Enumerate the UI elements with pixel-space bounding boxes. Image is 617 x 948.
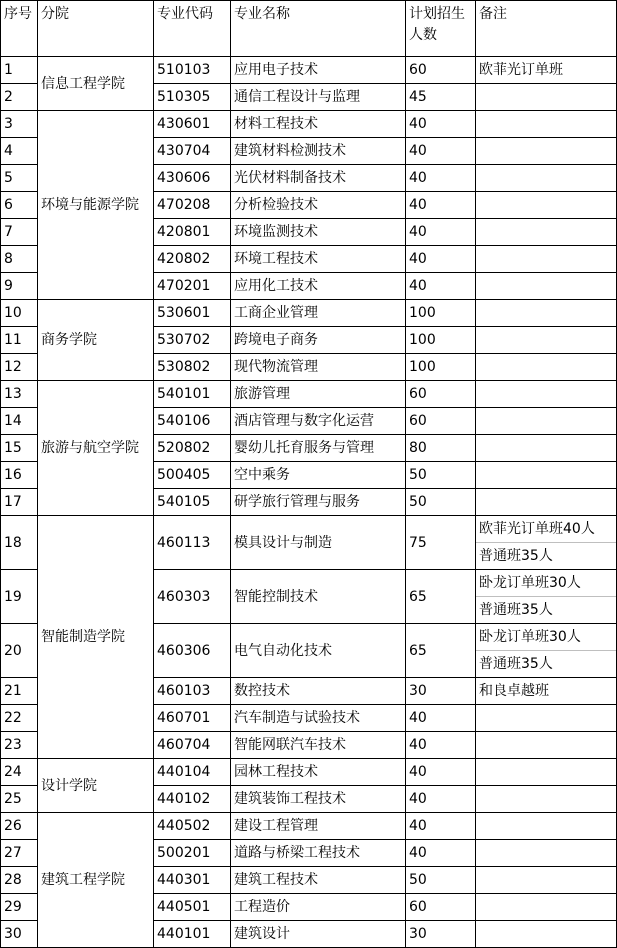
cell-seq: 21 (1, 678, 38, 705)
cell-seq: 22 (1, 705, 38, 732)
cell-note (476, 759, 617, 786)
cell-major: 环境监测技术 (231, 219, 406, 246)
cell-dept: 建筑工程学院 (38, 813, 154, 948)
cell-note (476, 327, 617, 354)
cell-seq: 26 (1, 813, 38, 840)
cell-seq: 12 (1, 354, 38, 381)
cell-seq: 24 (1, 759, 38, 786)
table-row (1, 759, 617, 786)
cell-seq: 8 (1, 246, 38, 273)
cell-seq: 3 (1, 111, 38, 138)
cell-note (476, 813, 617, 840)
cell-major: 应用化工技术 (231, 273, 406, 300)
cell-major: 智能控制技术 (231, 570, 406, 624)
cell-major: 空中乘务 (231, 462, 406, 489)
header-plan: 计划招生人数 (406, 1, 476, 57)
cell-code: 430601 (154, 111, 231, 138)
cell-seq: 15 (1, 435, 38, 462)
cell-code: 540101 (154, 381, 231, 408)
cell-note (476, 219, 617, 246)
cell-note (476, 786, 617, 813)
cell-dept: 智能制造学院 (38, 516, 154, 759)
cell-code: 460704 (154, 732, 231, 759)
cell-note (476, 678, 617, 705)
cell-seq: 7 (1, 219, 38, 246)
cell-seq: 4 (1, 138, 38, 165)
cell-seq: 9 (1, 273, 38, 300)
cell-major: 分析检验技术 (231, 192, 406, 219)
table-body (1, 57, 617, 948)
cell-major: 通信工程设计与监理 (231, 84, 406, 111)
cell-major: 建筑设计 (231, 921, 406, 948)
cell-seq: 20 (1, 624, 38, 678)
table-row (1, 516, 617, 570)
cell-major: 应用电子技术 (231, 57, 406, 84)
cell-note (476, 165, 617, 192)
cell-note (476, 192, 617, 219)
cell-seq: 10 (1, 300, 38, 327)
cell-code: 510103 (154, 57, 231, 84)
cell-note (476, 300, 617, 327)
cell-note (476, 516, 617, 570)
cell-seq: 1 (1, 57, 38, 84)
table-header-row (1, 1, 617, 57)
note-line: 卧龙订单班30人 (479, 575, 581, 591)
cell-seq: 16 (1, 462, 38, 489)
cell-plan: 75 (406, 516, 476, 570)
cell-major: 建筑工程技术 (231, 867, 406, 894)
cell-seq: 30 (1, 921, 38, 948)
cell-major: 道路与桥梁工程技术 (231, 840, 406, 867)
cell-seq: 6 (1, 192, 38, 219)
cell-note (476, 138, 617, 165)
cell-plan: 40 (406, 705, 476, 732)
cell-major: 旅游管理 (231, 381, 406, 408)
cell-note (476, 57, 617, 84)
cell-code: 460306 (154, 624, 231, 678)
cell-major: 建筑材料检测技术 (231, 138, 406, 165)
table-row (1, 57, 617, 84)
cell-plan: 65 (406, 624, 476, 678)
cell-code: 440101 (154, 921, 231, 948)
cell-major: 工商企业管理 (231, 300, 406, 327)
cell-plan: 60 (406, 894, 476, 921)
cell-plan: 40 (406, 732, 476, 759)
cell-note (476, 840, 617, 867)
cell-code: 420801 (154, 219, 231, 246)
cell-plan: 40 (406, 813, 476, 840)
cell-note (476, 273, 617, 300)
cell-plan: 65 (406, 570, 476, 624)
cell-code: 460103 (154, 678, 231, 705)
cell-major: 环境工程技术 (231, 246, 406, 273)
cell-plan: 40 (406, 759, 476, 786)
note-line: 和良卓越班 (479, 683, 549, 699)
cell-plan: 100 (406, 327, 476, 354)
cell-plan: 100 (406, 354, 476, 381)
header-major: 专业名称 (231, 1, 406, 57)
cell-note (476, 624, 617, 678)
cell-major: 材料工程技术 (231, 111, 406, 138)
cell-note (476, 111, 617, 138)
cell-major: 现代物流管理 (231, 354, 406, 381)
note-line: 欧菲光订单班40人 (479, 521, 595, 537)
cell-note (476, 705, 617, 732)
cell-note (476, 489, 617, 516)
cell-note (476, 408, 617, 435)
cell-code: 500201 (154, 840, 231, 867)
cell-note (476, 354, 617, 381)
cell-plan: 50 (406, 867, 476, 894)
table-row (1, 813, 617, 840)
header-seq: 序号 (1, 1, 38, 57)
cell-note (476, 246, 617, 273)
cell-code: 530702 (154, 327, 231, 354)
cell-plan: 40 (406, 246, 476, 273)
cell-plan: 50 (406, 462, 476, 489)
cell-code: 540106 (154, 408, 231, 435)
cell-seq: 2 (1, 84, 38, 111)
cell-plan: 60 (406, 408, 476, 435)
cell-note (476, 732, 617, 759)
cell-dept: 环境与能源学院 (38, 111, 154, 300)
cell-dept: 商务学院 (38, 300, 154, 381)
cell-note (476, 84, 617, 111)
table-row (1, 300, 617, 327)
cell-code: 420802 (154, 246, 231, 273)
cell-seq: 28 (1, 867, 38, 894)
cell-code: 440502 (154, 813, 231, 840)
cell-plan: 30 (406, 921, 476, 948)
cell-plan: 40 (406, 786, 476, 813)
note-line: 普通班35人 (476, 596, 616, 622)
cell-code: 540105 (154, 489, 231, 516)
table-row (1, 381, 617, 408)
cell-code: 530802 (154, 354, 231, 381)
cell-code: 500405 (154, 462, 231, 489)
cell-code: 510305 (154, 84, 231, 111)
cell-seq: 13 (1, 381, 38, 408)
cell-code: 430606 (154, 165, 231, 192)
note-line: 欧菲光订单班 (479, 62, 563, 78)
cell-plan: 100 (406, 300, 476, 327)
header-code: 专业代码 (154, 1, 231, 57)
cell-note (476, 894, 617, 921)
cell-plan: 50 (406, 489, 476, 516)
cell-major: 电气自动化技术 (231, 624, 406, 678)
cell-major: 跨境电子商务 (231, 327, 406, 354)
cell-code: 460701 (154, 705, 231, 732)
cell-code: 530601 (154, 300, 231, 327)
cell-major: 研学旅行管理与服务 (231, 489, 406, 516)
cell-note (476, 921, 617, 948)
cell-seq: 25 (1, 786, 38, 813)
cell-seq: 11 (1, 327, 38, 354)
cell-seq: 18 (1, 516, 38, 570)
cell-major: 建筑装饰工程技术 (231, 786, 406, 813)
note-line: 卧龙订单班30人 (479, 629, 581, 645)
cell-code: 430704 (154, 138, 231, 165)
cell-code: 440501 (154, 894, 231, 921)
cell-note (476, 435, 617, 462)
cell-dept: 旅游与航空学院 (38, 381, 154, 516)
header-note: 备注 (476, 1, 617, 57)
cell-major: 数控技术 (231, 678, 406, 705)
cell-plan: 40 (406, 219, 476, 246)
cell-major: 婴幼儿托育服务与管理 (231, 435, 406, 462)
cell-seq: 29 (1, 894, 38, 921)
cell-seq: 27 (1, 840, 38, 867)
cell-note (476, 462, 617, 489)
note-line: 普通班35人 (476, 650, 616, 676)
cell-plan: 30 (406, 678, 476, 705)
cell-code: 440104 (154, 759, 231, 786)
cell-major: 建设工程管理 (231, 813, 406, 840)
cell-seq: 17 (1, 489, 38, 516)
cell-note (476, 867, 617, 894)
cell-seq: 19 (1, 570, 38, 624)
cell-plan: 40 (406, 192, 476, 219)
header-dept: 分院 (38, 1, 154, 57)
cell-code: 440301 (154, 867, 231, 894)
cell-code: 470208 (154, 192, 231, 219)
cell-code: 470201 (154, 273, 231, 300)
cell-major: 工程造价 (231, 894, 406, 921)
cell-plan: 40 (406, 138, 476, 165)
cell-seq: 14 (1, 408, 38, 435)
cell-plan: 60 (406, 381, 476, 408)
cell-major: 酒店管理与数字化运营 (231, 408, 406, 435)
cell-major: 智能网联汽车技术 (231, 732, 406, 759)
cell-major: 模具设计与制造 (231, 516, 406, 570)
cell-note (476, 381, 617, 408)
cell-plan: 40 (406, 840, 476, 867)
cell-plan: 80 (406, 435, 476, 462)
cell-plan: 40 (406, 111, 476, 138)
cell-seq: 23 (1, 732, 38, 759)
cell-code: 460303 (154, 570, 231, 624)
cell-major: 园林工程技术 (231, 759, 406, 786)
cell-major: 汽车制造与试验技术 (231, 705, 406, 732)
cell-dept: 设计学院 (38, 759, 154, 813)
cell-major: 光伏材料制备技术 (231, 165, 406, 192)
cell-plan: 40 (406, 273, 476, 300)
note-line: 普通班35人 (476, 542, 616, 568)
cell-plan: 45 (406, 84, 476, 111)
cell-code: 460113 (154, 516, 231, 570)
cell-code: 440102 (154, 786, 231, 813)
table-row (1, 111, 617, 138)
cell-code: 520802 (154, 435, 231, 462)
cell-note (476, 570, 617, 624)
cell-seq: 5 (1, 165, 38, 192)
cell-plan: 60 (406, 57, 476, 84)
cell-dept: 信息工程学院 (38, 57, 154, 111)
cell-plan: 40 (406, 165, 476, 192)
